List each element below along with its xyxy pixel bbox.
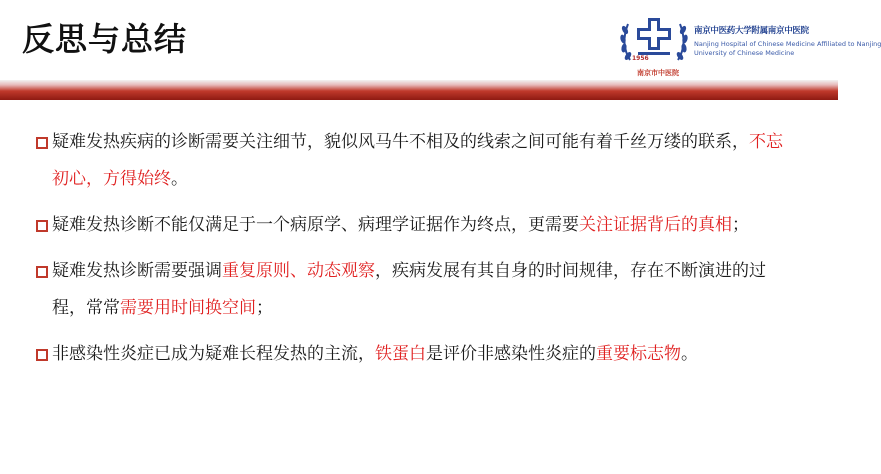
bullet-item bbox=[36, 124, 796, 198]
slide-title: 反思与总结 bbox=[22, 20, 188, 58]
logo-name-en-line1: Nanjing Hospital of Chinese Medicine Affiliated to Nanjing bbox=[694, 40, 881, 48]
bullet-text: ，疾病发展有其自身的时间规律，存在不断演进的过程，常常 bbox=[52, 261, 766, 318]
hospital-logo bbox=[616, 8, 881, 80]
logo-subtitle: 南京市中医院 bbox=[637, 69, 679, 77]
bullet-item bbox=[36, 207, 796, 244]
highlighted-text: 重要标志物 bbox=[596, 344, 681, 364]
logo-year: 1956 bbox=[632, 55, 649, 62]
bullet-text: 。 bbox=[171, 169, 188, 189]
logo-name-cn: 南京中医药大学附属南京中医院 bbox=[694, 26, 809, 36]
square-bullet-icon bbox=[36, 266, 48, 278]
square-bullet-icon bbox=[36, 220, 48, 232]
bullet-text: 。 bbox=[681, 344, 698, 364]
highlighted-text: 需要用时间换空间 bbox=[120, 298, 256, 318]
highlighted-text: 不忘初心，方得始终 bbox=[52, 132, 783, 189]
square-bullet-icon bbox=[36, 137, 48, 149]
logo-name-en bbox=[694, 40, 881, 58]
bullet-text: 疑难发热诊断需要强调 bbox=[52, 261, 222, 281]
logo-name-en-line2: University of Chinese Medicine bbox=[694, 49, 795, 57]
bullet-text: 非感染性炎症已成为疑难长程发热的主流， bbox=[52, 344, 375, 364]
header-gradient-band bbox=[0, 80, 838, 100]
bullet-item bbox=[36, 336, 796, 373]
square-bullet-icon bbox=[36, 349, 48, 361]
logo-text bbox=[694, 24, 881, 58]
highlighted-text: 重复原则、动态观察 bbox=[222, 261, 375, 281]
bullet-text: 疑难发热疾病的诊断需要关注细节，貌似风马牛不相及的线索之间可能有着千丝万缕的联系， bbox=[52, 132, 749, 152]
highlighted-text: 铁蛋白 bbox=[375, 344, 426, 364]
bullet-text: ； bbox=[732, 215, 749, 235]
bullet-text: ； bbox=[256, 298, 273, 318]
bullet-text: 疑难发热诊断不能仅满足于一个病原学、病理学证据作为终点，更需要 bbox=[52, 215, 579, 235]
bullet-text: 是评价非感染性炎症的 bbox=[426, 344, 596, 364]
highlighted-text: 关注证据背后的真相 bbox=[579, 215, 732, 235]
bullet-item bbox=[36, 253, 796, 327]
bullet-list bbox=[36, 124, 796, 382]
